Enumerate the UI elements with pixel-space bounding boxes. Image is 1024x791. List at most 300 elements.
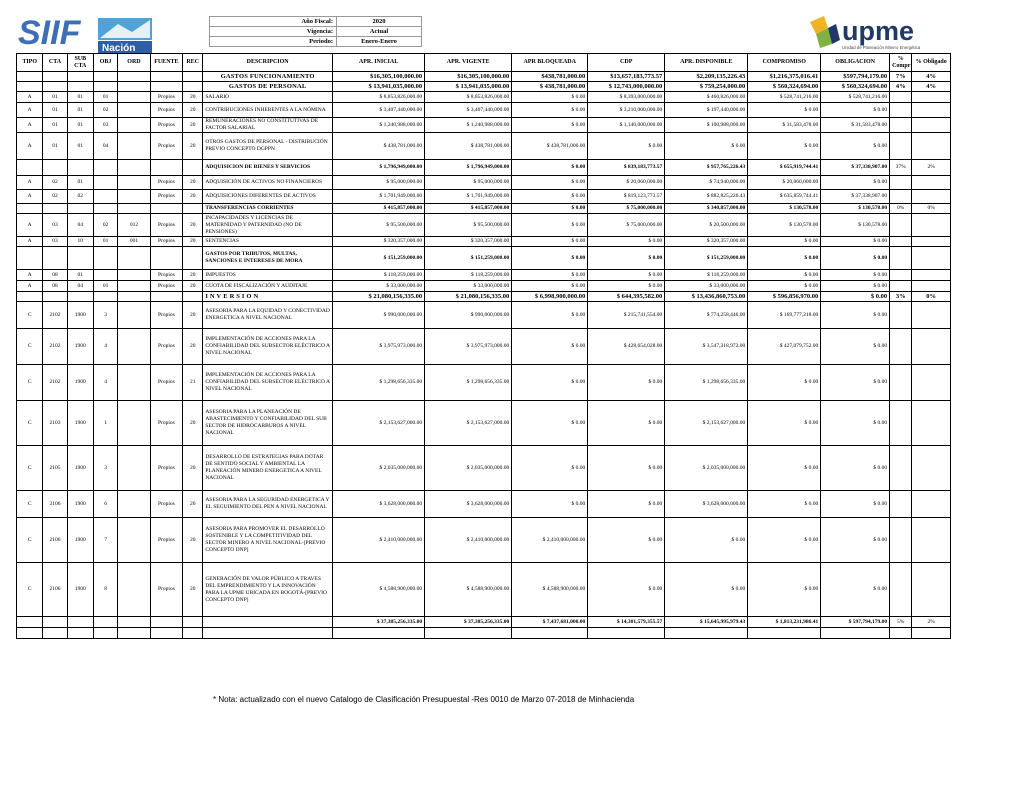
table-cell: 1900 <box>67 365 93 401</box>
table-cell: Propios <box>150 365 182 401</box>
table-cell <box>912 176 951 190</box>
column-header: OBJ <box>93 54 117 72</box>
header-info-label: Año Fiscal: <box>210 17 337 27</box>
table-cell: A <box>17 103 43 118</box>
table-cell <box>43 204 67 214</box>
table-cell: 1900 <box>67 563 93 617</box>
table-cell: 1900 <box>67 446 93 491</box>
table-cell: Propios <box>150 118 182 133</box>
table-cell: $ 13,941,035,000.00 <box>332 82 424 92</box>
table-cell <box>93 160 117 176</box>
table-cell: $ 0.00 <box>821 365 890 401</box>
table-cell: $ 3,628,000,000.00 <box>332 491 424 518</box>
table-cell: $ 990,000,000.00 <box>332 302 424 329</box>
table-cell <box>118 247 150 270</box>
table-cell: A <box>17 176 43 190</box>
table-cell: $ 819,123,773.57 <box>588 190 665 204</box>
table-cell: 01 <box>43 133 67 160</box>
table-cell <box>118 617 150 628</box>
table-cell: $ 0.00 <box>748 270 821 281</box>
table-cell: $ 560,324,694.00 <box>748 82 821 92</box>
table-cell <box>912 92 951 103</box>
table-cell: $ 74,940,000.00 <box>665 176 748 190</box>
table-cell: $ 597,794,179.00 <box>821 617 890 628</box>
table-cell <box>118 92 150 103</box>
table-cell <box>118 118 150 133</box>
table-cell: $ 6,998,900,000.00 <box>512 292 588 302</box>
table-cell: A <box>17 281 43 292</box>
table-cell: $ 0.00 <box>588 365 665 401</box>
table-cell: Propios <box>150 446 182 491</box>
table-cell <box>890 247 912 270</box>
table-cell <box>67 292 93 302</box>
table-cell <box>912 214 951 237</box>
table-cell: $ 528,741,216.00 <box>748 92 821 103</box>
table-cell: $ 0.00 <box>588 237 665 247</box>
table-cell: $ 0.00 <box>748 491 821 518</box>
table-cell: $ 75,000,000.00 <box>588 204 665 214</box>
table-cell: C <box>17 329 43 365</box>
table-cell: $ 0.00 <box>512 302 588 329</box>
table-cell: $ 0.00 <box>512 204 588 214</box>
table-cell: 20 <box>183 176 203 190</box>
table-cell: A <box>17 118 43 133</box>
table-cell: $ 15,645,995,979.43 <box>665 617 748 628</box>
table-cell: $ 839,183,773.57 <box>588 160 665 176</box>
table-cell: 20 <box>183 491 203 518</box>
table-cell <box>118 82 150 92</box>
table-cell <box>150 292 182 302</box>
table-cell: $ 130,578.00 <box>821 204 890 214</box>
table-cell: ASESORIA PARA LA SEGURIDAD ENERGETICA Y EL SEGUIMIENTO DEL PEN A NIVEL NACIONAL <box>203 491 333 518</box>
table-cell: $ 20,060,000.00 <box>588 176 665 190</box>
table-cell <box>150 617 182 628</box>
table-cell: C <box>17 518 43 563</box>
table-cell: $ 644,395,582.00 <box>588 292 665 302</box>
table-cell: 1900 <box>67 491 93 518</box>
table-cell: $ 1,240,988,000.00 <box>425 118 512 133</box>
table-cell: $ 0.00 <box>821 103 890 118</box>
table-cell: $ 0.00 <box>821 176 890 190</box>
table-cell: $ 0.00 <box>512 491 588 518</box>
table-cell <box>118 103 150 118</box>
table-cell <box>150 72 182 82</box>
table-cell <box>665 628 748 639</box>
table-cell <box>67 628 93 639</box>
table-cell: $ 4,588,900,000.00 <box>425 563 512 617</box>
table-cell: $ 655,919,744.41 <box>748 160 821 176</box>
table-cell: 20 <box>183 281 203 292</box>
header-info-value: Actual <box>337 27 422 37</box>
table-cell: $16,305,100,000.00 <box>332 72 424 82</box>
table-cell <box>183 628 203 639</box>
table-cell: $597,794,179.00 <box>821 72 890 82</box>
column-header: % Compr <box>890 54 912 72</box>
table-cell: 20 <box>183 563 203 617</box>
table-cell <box>67 82 93 92</box>
table-cell <box>890 133 912 160</box>
table-row <box>17 103 951 118</box>
table-cell <box>912 118 951 133</box>
table-cell: $ 0.00 <box>588 518 665 563</box>
table-cell <box>93 617 117 628</box>
column-header: ORD <box>118 54 150 72</box>
table-cell: OTROS GASTOS DE PERSONAL - DISTRIBUCIÓN PREVIO CONCEPTO DGPPN <box>203 133 333 160</box>
table-cell: 01 <box>67 92 93 103</box>
table-cell: $ 438,781,000.00 <box>512 82 588 92</box>
table-cell: 01 <box>67 176 93 190</box>
table-cell: $13,657,183,773.57 <box>588 72 665 82</box>
table-cell: $ 169,777,218.00 <box>748 302 821 329</box>
table-cell: 1 <box>93 401 117 446</box>
table-cell <box>183 292 203 302</box>
table-cell: 01 <box>93 92 117 103</box>
table-cell <box>890 302 912 329</box>
column-header: TIPO <box>17 54 43 72</box>
table-cell: A <box>17 133 43 160</box>
table-cell: $ 0.00 <box>512 329 588 365</box>
table-cell: 1900 <box>67 329 93 365</box>
table-cell: 7 <box>93 518 117 563</box>
table-row <box>17 329 951 365</box>
table-row <box>17 118 951 133</box>
upme-logo <box>806 14 948 52</box>
table-cell <box>203 628 333 639</box>
table-cell: $ 37,338,907.00 <box>821 160 890 176</box>
table-cell: Propios <box>150 103 182 118</box>
table-cell <box>890 118 912 133</box>
table-cell <box>890 190 912 204</box>
table-cell <box>118 446 150 491</box>
table-cell: Propios <box>150 92 182 103</box>
table-cell <box>17 72 43 82</box>
table-cell: 4% <box>890 82 912 92</box>
table-cell: 4 <box>93 365 117 401</box>
table-cell: A <box>17 190 43 204</box>
table-cell: $ 0.00 <box>588 270 665 281</box>
table-cell: 3% <box>890 292 912 302</box>
table-cell: 01 <box>67 133 93 160</box>
table-cell <box>67 72 93 82</box>
table-cell: $ 8,853,826,000.00 <box>332 92 424 103</box>
table-cell: $ 3,547,318,972.00 <box>665 329 748 365</box>
table-cell: 04 <box>93 133 117 160</box>
table-cell: $ 882,825,226.43 <box>665 190 748 204</box>
table-row <box>17 401 951 446</box>
table-cell: 0% <box>912 292 951 302</box>
table-cell: GASTOS POR TRIBUTOS, MULTAS, SANCIONES E INTERESES DE MORA <box>203 247 333 270</box>
table-cell <box>150 160 182 176</box>
table-cell: $ 0.00 <box>588 446 665 491</box>
table-cell: 03 <box>43 237 67 247</box>
table-cell <box>203 617 333 628</box>
header-info-value: 2020 <box>337 17 422 27</box>
table-cell: ADQUISICIÓN DE ACTIVOS NO FINANCIEROS <box>203 176 333 190</box>
column-header: DESCRIPCION <box>203 54 333 72</box>
column-header: CDP <box>588 54 665 72</box>
table-cell: $ 1,298,656,335.00 <box>665 365 748 401</box>
table-cell: $ 0.00 <box>748 103 821 118</box>
table-cell <box>93 82 117 92</box>
table-cell: $ 0.00 <box>665 518 748 563</box>
table-cell: $ 1,796,949,000.00 <box>332 160 424 176</box>
table-cell: $ 2,410,000,000.00 <box>332 518 424 563</box>
table-cell: 2102 <box>43 365 67 401</box>
table-cell <box>150 247 182 270</box>
table-cell <box>67 617 93 628</box>
table-cell: 21 <box>183 365 203 401</box>
table-cell: A <box>17 270 43 281</box>
table-cell <box>118 329 150 365</box>
table-cell: $ 2,410,000,000.00 <box>512 518 588 563</box>
table-cell: $ 2,035,000,000.00 <box>425 446 512 491</box>
table-cell <box>43 628 67 639</box>
table-cell <box>890 401 912 446</box>
table-cell: $ 100,988,000.00 <box>665 118 748 133</box>
table-cell: C <box>17 446 43 491</box>
table-row <box>17 292 951 302</box>
table-cell <box>93 270 117 281</box>
table-row <box>17 247 951 270</box>
table-cell: 01 <box>43 92 67 103</box>
table-cell: $ 3,975,973,000.00 <box>332 329 424 365</box>
table-cell: Propios <box>150 214 182 237</box>
table-cell: 01 <box>67 118 93 133</box>
table-cell: $ 118,259,000.00 <box>332 270 424 281</box>
table-cell: ADQUISICIONES DIFERENTES DE ACTIVOS <box>203 190 333 204</box>
header-info-label: Vigencia: <box>210 27 337 37</box>
table-cell: $ 0.00 <box>748 518 821 563</box>
table-cell: $ 2,153,627,000.00 <box>425 401 512 446</box>
table-cell <box>588 628 665 639</box>
table-cell <box>890 491 912 518</box>
table-cell: $ 0.00 <box>588 401 665 446</box>
table-cell: $ 0.00 <box>821 270 890 281</box>
table-cell: $ 75,000,000.00 <box>588 214 665 237</box>
table-cell: 2106 <box>43 563 67 617</box>
table-cell <box>912 365 951 401</box>
table-cell: $ 3,210,000,000.00 <box>588 103 665 118</box>
table-cell <box>118 302 150 329</box>
table-cell: 4% <box>912 82 951 92</box>
table-cell <box>912 133 951 160</box>
table-row <box>17 518 951 563</box>
table-cell: TRANSFERENCIAS CORRIENTES <box>203 204 333 214</box>
table-cell: $ 0.00 <box>821 491 890 518</box>
table-cell: 20 <box>183 237 203 247</box>
table-cell <box>17 82 43 92</box>
table-cell <box>43 247 67 270</box>
table-cell: $ 320,357,000.00 <box>665 237 748 247</box>
table-cell: $ 0.00 <box>588 281 665 292</box>
table-cell: 0% <box>912 204 951 214</box>
table-cell: $ 1,813,231,986.41 <box>748 617 821 628</box>
table-cell: $ 596,856,970.00 <box>748 292 821 302</box>
column-header: REC <box>183 54 203 72</box>
table-cell: $ 0.00 <box>821 401 890 446</box>
table-cell <box>890 446 912 491</box>
table-cell: $ 0.00 <box>748 237 821 247</box>
table-cell: $ 2,153,627,000.00 <box>332 401 424 446</box>
table-cell <box>93 247 117 270</box>
table-cell: $ 130,578.00 <box>748 214 821 237</box>
table-cell: 02 <box>43 190 67 204</box>
table-cell: $ 13,436,860,753.00 <box>665 292 748 302</box>
table-row <box>17 133 951 160</box>
table-cell: 20 <box>183 446 203 491</box>
table-cell: Propios <box>150 491 182 518</box>
table-cell: $ 0.00 <box>512 92 588 103</box>
table-cell <box>118 72 150 82</box>
table-cell <box>17 292 43 302</box>
table-cell: $ 31,583,478.00 <box>748 118 821 133</box>
table-cell <box>67 204 93 214</box>
table-cell: $ 0.00 <box>512 401 588 446</box>
table-cell: 04 <box>67 281 93 292</box>
table-cell <box>912 518 951 563</box>
table-cell: $ 1,240,988,000.00 <box>332 118 424 133</box>
table-cell: $ 1,298,656,335.00 <box>332 365 424 401</box>
table-cell: $ 0.00 <box>821 133 890 160</box>
table-cell: $ 3,628,000,000.00 <box>665 491 748 518</box>
table-cell: $ 0.00 <box>588 247 665 270</box>
table-cell <box>118 190 150 204</box>
table-cell: Propios <box>150 270 182 281</box>
table-cell: $ 0.00 <box>821 329 890 365</box>
table-cell: $ 0.00 <box>665 133 748 160</box>
table-cell: IMPLEMENTACIÓN DE ACCIONES PARA LA CONFIABILIDAD DEL SUBSECTOR ELÉCTRICO A NIVEL NACIONAL <box>203 365 333 401</box>
table-cell: $ 774,258,446.00 <box>665 302 748 329</box>
table-cell: INCAPACIDADES Y LICENCIAS DE MATERNIDAD Y PATERNIDAD (NO DE PENSIONES) <box>203 214 333 237</box>
table-cell: Propios <box>150 133 182 160</box>
table-cell <box>890 518 912 563</box>
table-cell <box>890 270 912 281</box>
table-cell: $ 1,140,000,000.00 <box>588 118 665 133</box>
table-row <box>17 302 951 329</box>
table-cell: C <box>17 365 43 401</box>
table-cell: $ 151,259,000.00 <box>332 247 424 270</box>
column-header: APR. DISPONIBLE <box>665 54 748 72</box>
table-cell <box>118 133 150 160</box>
table-cell: $ 0.00 <box>512 176 588 190</box>
table-cell: $ 2,035,000,000.00 <box>665 446 748 491</box>
table-cell <box>93 176 117 190</box>
table-cell <box>912 628 951 639</box>
table-cell: $ 118,259,000.00 <box>425 270 512 281</box>
table-cell: 02 <box>93 103 117 118</box>
table-cell: $ 95,500,000.00 <box>425 214 512 237</box>
table-cell: $ 0.00 <box>748 401 821 446</box>
table-cell: $ 0.00 <box>512 270 588 281</box>
table-cell: $ 0.00 <box>512 118 588 133</box>
table-cell: 2106 <box>43 518 67 563</box>
table-cell: C <box>17 302 43 329</box>
header-info-row <box>210 37 422 47</box>
table-cell: 001 <box>118 237 150 247</box>
table-cell: CUOTA DE FISCALIZACIÓN Y AUDITAJE <box>203 281 333 292</box>
table-cell: $ 0.00 <box>748 446 821 491</box>
table-cell <box>183 617 203 628</box>
table-cell <box>912 329 951 365</box>
table-row <box>17 160 951 176</box>
table-cell: $ 1,298,656,335.00 <box>425 365 512 401</box>
table-cell: $ 0.00 <box>821 563 890 617</box>
header-info-row <box>210 27 422 37</box>
table-cell: $ 320,357,000.00 <box>332 237 424 247</box>
table-cell <box>150 204 182 214</box>
table-cell: 20 <box>183 103 203 118</box>
table-cell: $ 21,080,156,335.00 <box>425 292 512 302</box>
table-cell: 08 <box>43 281 67 292</box>
table-cell: A <box>17 92 43 103</box>
table-cell: 20 <box>183 214 203 237</box>
table-cell: $ 0.00 <box>512 446 588 491</box>
table-cell: 4% <box>912 72 951 82</box>
table-row <box>17 281 951 292</box>
table-cell: A <box>17 214 43 237</box>
table-cell: $ 0.00 <box>512 103 588 118</box>
table-cell <box>890 628 912 639</box>
table-cell: 2103 <box>43 401 67 446</box>
table-cell: $ 0.00 <box>821 446 890 491</box>
table-row <box>17 204 951 214</box>
table-cell: C <box>17 563 43 617</box>
table-cell: $ 20,500,000.00 <box>665 214 748 237</box>
table-cell: $ 21,080,156,335.00 <box>332 292 424 302</box>
header-info-label: Periodo: <box>210 37 337 47</box>
table-cell <box>118 491 150 518</box>
table-cell <box>43 72 67 82</box>
table-cell: $ 340,857,000.00 <box>665 204 748 214</box>
table-row <box>17 365 951 401</box>
column-header: FUENTE <box>150 54 182 72</box>
table-cell: 03 <box>43 214 67 237</box>
table-cell <box>118 270 150 281</box>
table-cell: $ 0.00 <box>821 237 890 247</box>
table-row <box>17 82 951 92</box>
table-cell: $ 415,857,000.00 <box>425 204 512 214</box>
table-cell: 7% <box>890 72 912 82</box>
table-cell: $ 130,578.00 <box>748 204 821 214</box>
table-cell: 2105 <box>43 446 67 491</box>
table-cell <box>17 247 43 270</box>
column-header: % Obligado <box>912 54 951 72</box>
table-cell: 02 <box>43 176 67 190</box>
table-cell: 2102 <box>43 329 67 365</box>
table-cell: $ 151,259,000.00 <box>665 247 748 270</box>
table-cell <box>118 365 150 401</box>
table-cell: GENERACIÓN DE VALOR PÚBLICO A TRAVES DEL EMPRENDIMIENTO Y LA INNOVACIÓN PARA LA UPME UBICADA EN BOGOTÁ-[PREVIO CONCEPTO DNP] <box>203 563 333 617</box>
table-cell: Propios <box>150 563 182 617</box>
table-cell: $ 31,583,478.00 <box>821 118 890 133</box>
table-cell <box>150 82 182 92</box>
table-cell: 04 <box>67 214 93 237</box>
table-cell <box>183 72 203 82</box>
table-cell <box>118 563 150 617</box>
table-cell: $ 130,578.00 <box>821 214 890 237</box>
table-cell: Propios <box>150 329 182 365</box>
table-row <box>17 92 951 103</box>
table-cell: 20 <box>183 401 203 446</box>
table-cell: 8 <box>93 563 117 617</box>
table-cell <box>93 190 117 204</box>
table-cell: $ 0.00 <box>512 281 588 292</box>
table-cell: 1900 <box>67 401 93 446</box>
table-cell: $ 438,781,000.00 <box>332 133 424 160</box>
column-header: APR. INICIAL <box>332 54 424 72</box>
siif-text: SIIF <box>18 14 81 52</box>
table-cell: $ 2,153,627,000.00 <box>665 401 748 446</box>
